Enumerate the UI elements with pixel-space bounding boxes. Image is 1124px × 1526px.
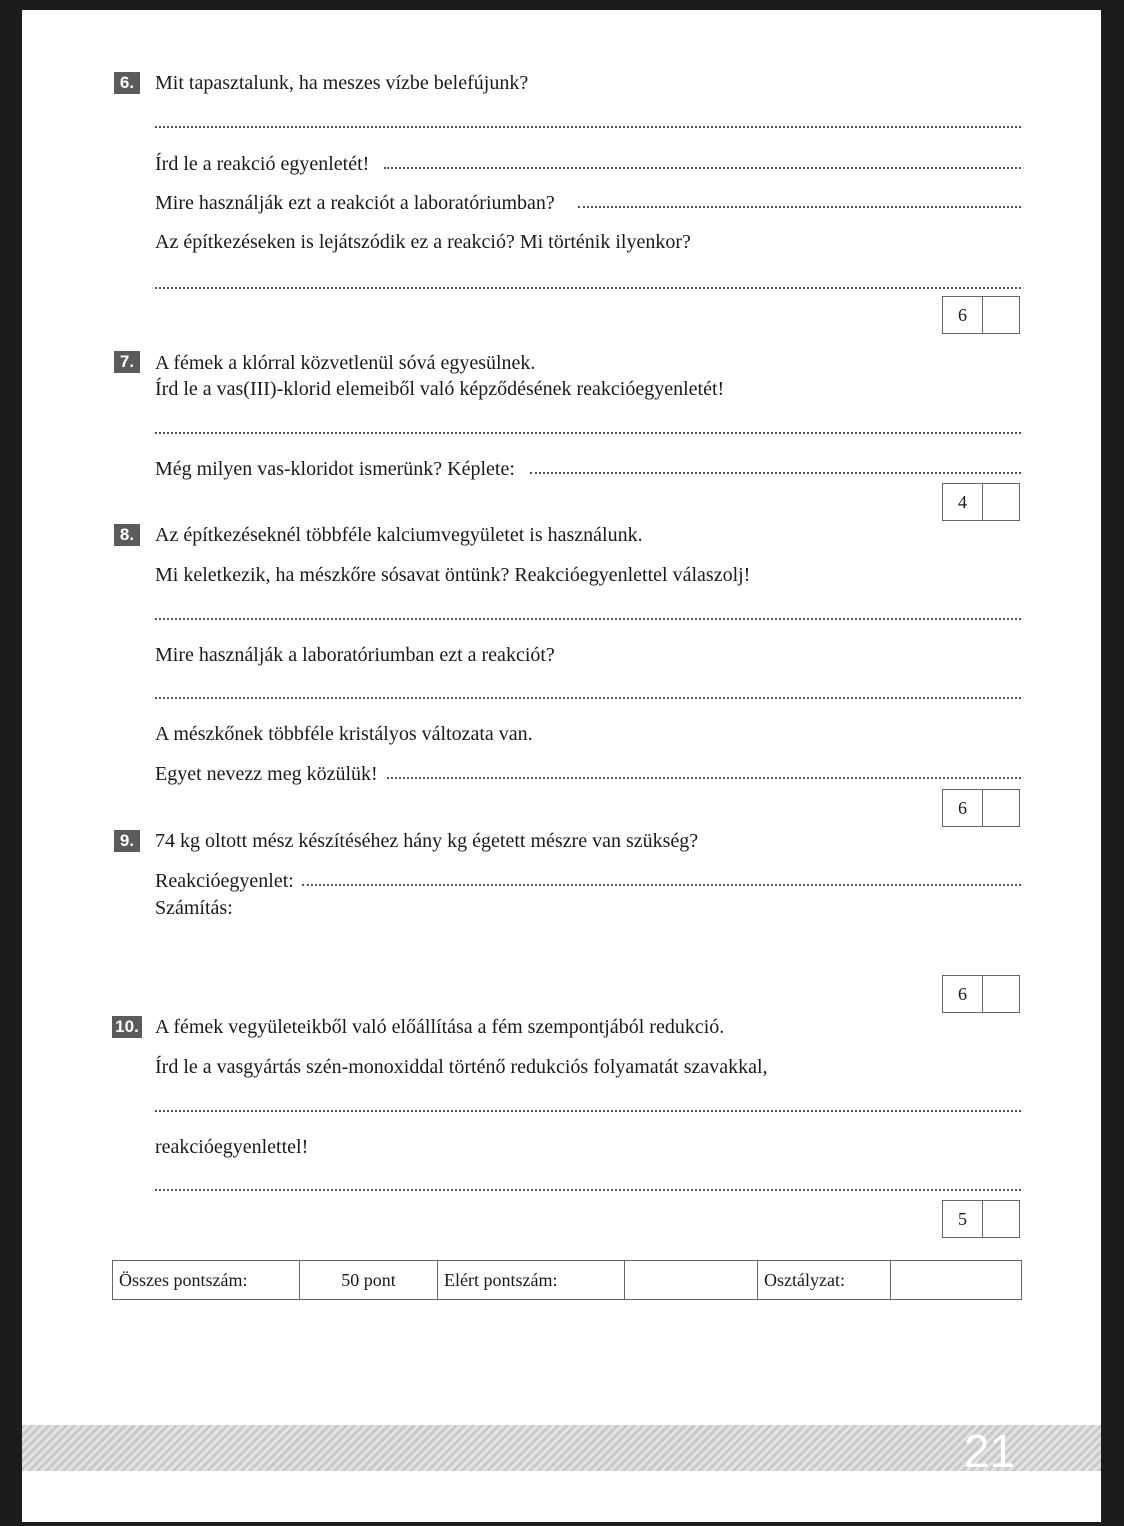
answer-line[interactable] [384,167,1021,169]
page-number: 21 [963,1425,1015,1477]
max-points: 4 [943,484,983,520]
question-6-prompt-lab: Mire használják ezt a reakciót a laboratóriumban? [155,192,555,214]
answer-line[interactable] [155,432,1021,434]
score-summary-table [112,1260,1022,1300]
total-points-value: 50 pont [300,1261,438,1300]
question-9-number: 9. [114,830,140,852]
score-box-q8 [942,789,1020,827]
grade-label: Osztályzat: [758,1261,891,1300]
max-points: 6 [943,790,983,826]
achieved-points-field[interactable] [625,1261,758,1300]
answer-line[interactable] [578,206,1021,208]
max-points: 5 [943,1201,983,1237]
score-box-q9 [942,975,1020,1013]
earned-points-field[interactable] [983,1201,1019,1237]
answer-line[interactable] [530,472,1021,474]
question-9-text: 74 kg oltott mész készítéséhez hány kg égetett mészre van szükség? [155,830,699,852]
answer-line[interactable] [155,1189,1021,1191]
answer-line[interactable] [155,697,1021,699]
earned-points-field[interactable] [983,297,1019,333]
earned-points-field[interactable] [983,484,1019,520]
question-7-prompt-formula: Még milyen vas-kloridot ismerünk? Képlete: [155,458,515,480]
question-9-prompt-equation: Reakcióegyenlet: [155,870,294,892]
question-7-prompt-equation: Írd le a vas(III)-klorid elemeiből való képződésének reakcióegyenletét! [155,378,725,400]
question-8-number: 8. [114,524,140,546]
question-8-prompt-lab: Mire használják a laboratóriumban ezt a reakciót? [155,644,555,666]
score-box-q6 [942,296,1020,334]
answer-line[interactable] [302,884,1021,886]
grade-field[interactable] [891,1261,1022,1300]
earned-points-field[interactable] [983,976,1019,1012]
question-10-number: 10. [112,1016,142,1038]
answer-line[interactable] [155,126,1021,128]
question-7-text: A fémek a klórral közvetlenül sóvá egyesülnek. [155,352,536,374]
answer-line[interactable] [155,287,1021,289]
question-8-prompt-name: Egyet nevezz meg közülük! [155,763,378,785]
question-6-prompt-construction: Az építkezéseken is lejátszódik ez a reakció? Mi történik ilyenkor? [155,231,691,253]
answer-line[interactable] [155,618,1021,620]
earned-points-field[interactable] [983,790,1019,826]
question-8-statement: A mészkőnek többféle kristályos változata van. [155,723,533,745]
question-10-prompt-equation: reakcióegyenlettel! [155,1136,309,1158]
question-8-prompt-reaction: Mi keletkezik, ha mészkőre sósavat öntünk? Reakcióegyenlettel válaszolj! [155,564,751,586]
answer-line[interactable] [387,777,1021,779]
question-10-prompt-words: Írd le a vasgyártás szén-monoxiddal történő redukciós folyamatát szavakkal, [155,1056,768,1078]
question-6-text: Mit tapasztalunk, ha meszes vízbe belefújunk? [155,72,529,94]
score-box-q7 [942,483,1020,521]
question-9-prompt-calculation: Számítás: [155,897,233,919]
answer-line[interactable] [155,1110,1021,1112]
max-points: 6 [943,976,983,1012]
max-points: 6 [943,297,983,333]
question-6-prompt-equation: Írd le a reakció egyenletét! [155,153,370,175]
question-10-text: A fémek vegyületeikből való előállítása a fém szempontjából redukció. [155,1016,725,1038]
question-6-number: 6. [114,72,140,94]
worksheet-page [22,10,1101,1522]
score-box-q10 [942,1200,1020,1238]
question-7-number: 7. [114,351,140,373]
achieved-points-label: Elért pontszám: [438,1261,625,1300]
total-points-label: Összes pontszám: [113,1261,300,1300]
footer-band [22,1425,1101,1471]
question-8-text: Az építkezéseknél többféle kalciumvegyületet is használunk. [155,524,643,546]
